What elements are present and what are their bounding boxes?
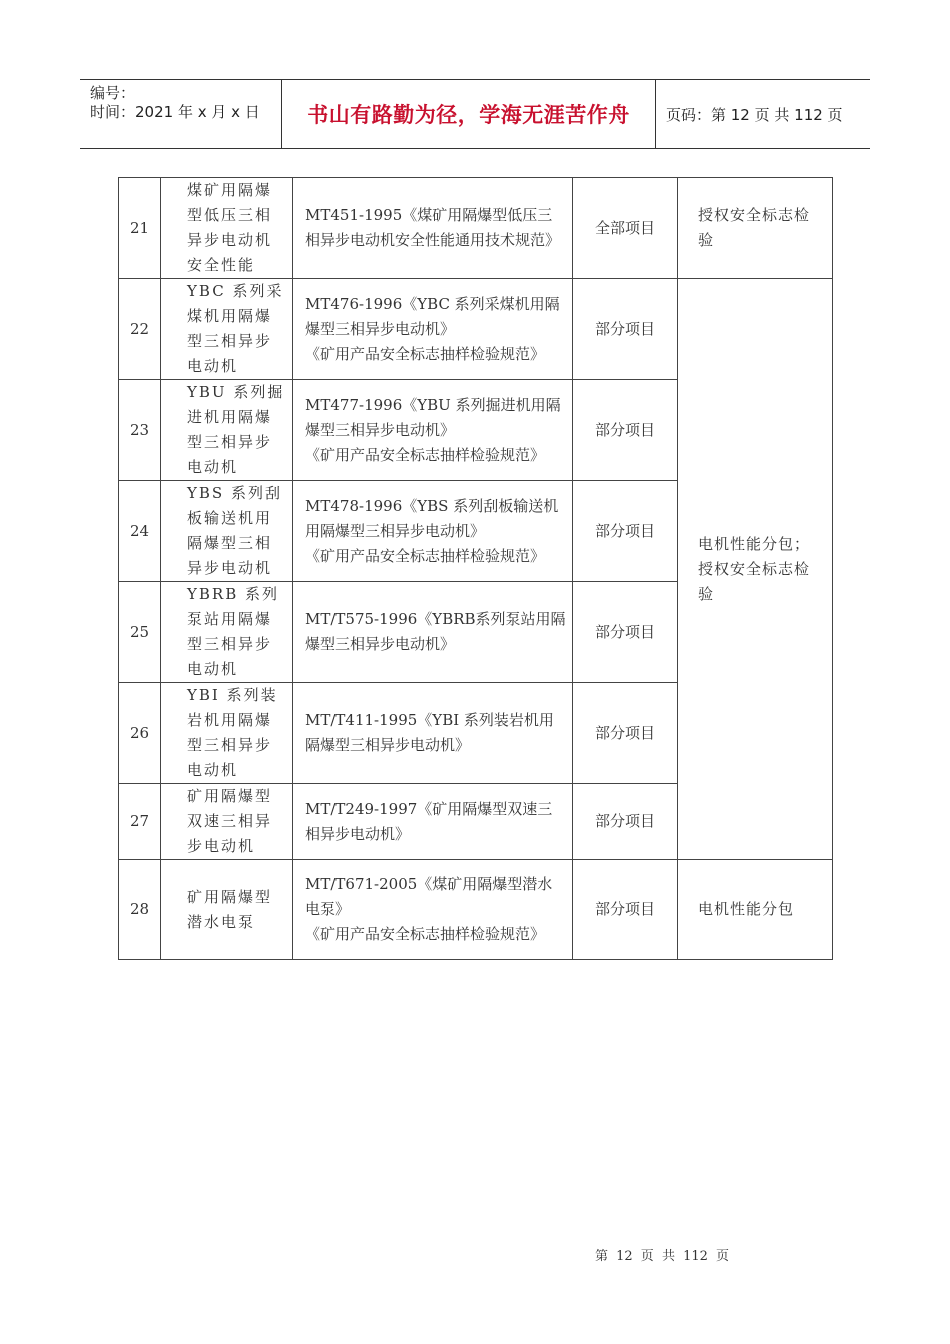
item-name: YBS 系列刮板输送机用隔爆型三相异步电动机: [161, 481, 293, 582]
page-header: [80, 79, 870, 149]
remark: 电机性能分包: [678, 860, 833, 960]
header-page-info: 页码：第 12 页 共 112 页: [666, 105, 843, 124]
standard-text: MT/T671-2005《煤矿用隔爆型潜水电泵》: [305, 875, 553, 918]
standard-cell: [293, 784, 573, 860]
test-range: 部分项目: [573, 784, 678, 860]
standard-text: MT451-1995《煤矿用隔爆型低压三相异步电动机安全性能通用技术规范》: [305, 206, 561, 249]
standard-cell: [293, 582, 573, 683]
item-name: YBI 系列装岩机用隔爆型三相异步电动机: [161, 683, 293, 784]
standard-cell: [293, 860, 573, 960]
test-range: 部分项目: [573, 683, 678, 784]
standard-text: 《矿用产品安全标志抽样检验规范》: [305, 344, 546, 363]
test-range: 部分项目: [573, 860, 678, 960]
document-number-label: 编号：: [90, 84, 136, 102]
standard-text: MT/T249-1997《矿用隔爆型双速三相异步电动机》: [305, 799, 553, 843]
item-name: 矿用隔爆型双速三相异步电动机: [161, 784, 293, 860]
header-motto: 书山有路勤为径，学海无涯苦作舟: [282, 80, 656, 148]
standard-cell: [293, 380, 573, 481]
row-number: 21: [119, 178, 161, 279]
row-number: 26: [119, 683, 161, 784]
standard-cell: [293, 481, 573, 582]
remark-merged: 电机性能分包；授权安全标志检验: [678, 279, 833, 860]
header-meta: [80, 80, 282, 148]
table-row: [119, 860, 833, 960]
remark: 授权安全标志检验: [678, 178, 833, 279]
page-footer: 第 12 页 共 112 页: [595, 1249, 730, 1264]
row-number: 27: [119, 784, 161, 860]
standards-table: [118, 177, 833, 960]
standard-cell: [293, 683, 573, 784]
standard-text: 《矿用产品安全标志抽样检验规范》: [305, 925, 546, 943]
item-name: 煤矿用隔爆型低压三相异步电动机安全性能: [161, 178, 293, 279]
standard-cell: [293, 279, 573, 380]
item-name: YBRB 系列泵站用隔爆型三相异步电动机: [161, 582, 293, 683]
standard-text: MT478-1996《YBS 系列刮板输送机用隔爆型三相异步电动机》: [305, 496, 559, 540]
standard-text: 《矿用产品安全标志抽样检验规范》: [305, 546, 546, 565]
row-number: 25: [119, 582, 161, 683]
standard-text: MT476-1996《YBC 系列采煤机用隔爆型三相异步电动机》: [305, 294, 560, 338]
document-time-label: 时间：2021 年 x 月 x 日: [90, 103, 260, 121]
test-range: 部分项目: [573, 481, 678, 582]
row-number: 24: [119, 481, 161, 582]
table-row: [119, 279, 833, 380]
item-name: 矿用隔爆型潜水电泵: [161, 860, 293, 960]
row-number: 28: [119, 860, 161, 960]
standard-text: MT/T411-1995《YBI 系列装岩机用隔爆型三相异步电动机》: [305, 711, 554, 754]
test-range: 全部项目: [573, 178, 678, 279]
test-range: 部分项目: [573, 279, 678, 380]
standard-text: MT477-1996《YBU 系列掘进机用隔爆型三相异步电动机》: [305, 395, 561, 439]
test-range: 部分项目: [573, 582, 678, 683]
standard-text: 《矿用产品安全标志抽样检验规范》: [305, 445, 546, 464]
row-number: 23: [119, 380, 161, 481]
standard-text: MT/T575-1996《YBRB系列泵站用隔爆型三相异步电动机》: [305, 610, 566, 653]
table-row: [119, 178, 833, 279]
item-name: YBU 系列掘进机用隔爆型三相异步电动机: [161, 380, 293, 481]
test-range: 部分项目: [573, 380, 678, 481]
standard-cell: [293, 178, 573, 279]
row-number: 22: [119, 279, 161, 380]
item-name: YBC 系列采煤机用隔爆型三相异步电动机: [161, 279, 293, 380]
